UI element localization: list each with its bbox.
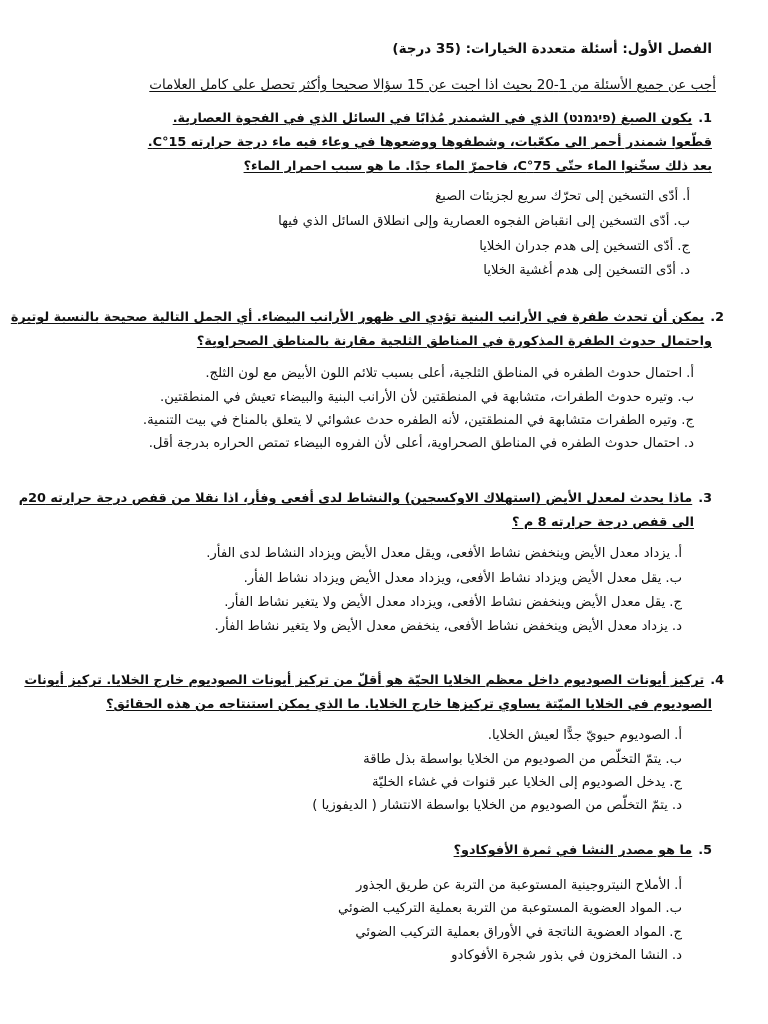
option-letter: ب. (673, 214, 690, 229)
question-3-option-d (40, 619, 682, 634)
option-letter: أ. (682, 189, 690, 204)
option-letter: ج. (669, 595, 682, 610)
question-5-option-a (40, 878, 682, 893)
question-3-text-1: ماذا يحدث لمعدل الأيض (استهلاك الاوكسجين) والنشاط لدى أفعى وفأر، اذا نقلا من قفص درجة حرارته 20م (18, 491, 693, 506)
question-2-option-b (40, 390, 694, 405)
option-letter: أ. (686, 366, 694, 381)
option-text: أدّى التسخين إلى تحرّك سريع لجزيئات الصبغ (435, 189, 679, 204)
question-2-number: 2. (710, 310, 724, 325)
question-4-option-a (40, 728, 682, 743)
option-letter: أ. (674, 546, 682, 561)
question-5-number: 5. (698, 843, 712, 858)
option-text: المواد العضوية المستوعبة من التربة بعملية التركيب الضوئي (337, 901, 662, 916)
option-text: يزداد معدل الأيض وينخفض نشاط الأفعى، ينخفض معدل الأيض ولا يتغير نشاط الفأر. (214, 619, 668, 634)
option-letter: ج. (669, 925, 682, 940)
option-letter: ج. (669, 775, 682, 790)
option-letter: د. (671, 619, 682, 634)
option-text: يدخل الصوديوم إلى الخلايا عبر قنوات في غشاء الخليّة (372, 775, 666, 790)
option-text: يقل معدل الأيض ويزداد نشاط الأفعى، ويزداد معدل الأيض ويزداد نشاط الفأر. (243, 571, 662, 586)
option-text: الأملاح النيتروجينية المستوعبة من التربة عن طريق الجذور (355, 878, 671, 893)
question-4-text-1: تركيز أيونات الصوديوم داخل معظم الخلايا الحيّة هو أقلّ من تركيز أيونات الصوديوم خارج الخلايا. تركيز أيونات (24, 673, 705, 688)
question-4-number: 4. (710, 673, 724, 688)
question-5-option-b (40, 901, 682, 916)
question-3-option-a (40, 546, 682, 561)
question-4-line-1 (24, 673, 724, 688)
option-text: أدّى التسخين إلى انقباض الفجوه العصارية وإلى انطلاق السائل الذي فيها (278, 214, 670, 229)
option-letter: ب. (677, 390, 694, 405)
question-5-option-d (40, 948, 682, 963)
option-text: أدّى التسخين إلى هدم جدران الخلايا (479, 239, 674, 254)
option-text: احتمال حدوث الطفره في المناطق الصحراوية، أعلى لأن الفروه البيضاء تمتص الحراره بدرجة أقل. (148, 436, 680, 451)
option-letter: ب. (665, 571, 682, 586)
question-4-option-d (40, 798, 682, 813)
question-4-text-2: الصوديوم في الخلايا الميّتة يساوي تركيزها خارج الخلايا. ما الذي يمكن استنتاجه من هذه الحقائق؟ (106, 697, 712, 712)
option-text: وتيره حدوث الطفرات، متشابهة في المنطقتين لأن الأرانب البنية والبيضاء تعيش في المنطقتين. (160, 390, 674, 405)
question-3-line-1 (18, 491, 712, 506)
question-1-option-a (40, 189, 690, 204)
question-1-option-b (40, 214, 690, 229)
option-letter: د. (671, 798, 682, 813)
question-4-option-b (40, 752, 682, 767)
option-letter: ج. (677, 239, 690, 254)
question-2-option-c (40, 413, 694, 428)
option-letter: أ. (674, 878, 682, 893)
question-1-text-1: يكون الصبغ (פיגמנט) الذي في الشمندر مُذابًا في السائل الذي في الفجوة العصارية. (172, 111, 693, 126)
option-text: أدّى التسخين إلى هدم أغشية الخلايا (483, 263, 676, 278)
option-letter: ب. (665, 752, 682, 767)
question-3-option-b (40, 571, 682, 586)
question-1-option-d (40, 263, 690, 278)
option-text: المواد العضوية الناتجة في الأوراق بعملية التركيب الضوئي (355, 925, 666, 940)
option-letter: د. (679, 263, 690, 278)
question-2-text-2: واحتمال حدوث الطفرة المذكورة في المناطق الثلجية مقارنة بالمناطق الصحراوية؟ (196, 334, 712, 349)
question-1-line-1 (40, 111, 712, 126)
option-text: احتمال حدوث الطفره في المناطق الثلجية، أعلى بسبب تلائم اللون الأبيض مع لون الثلج. (205, 366, 683, 381)
question-4-option-c (40, 775, 682, 790)
option-text: يتمّ التخلّص من الصوديوم من الخلايا بواسطة بذل طاقة (363, 752, 662, 767)
question-2-line-1 (10, 310, 724, 325)
option-text: يقل معدل الأيض وينخفض نشاط الأفعى، ويزداد معدل الأيض ولا يتغير نشاط الفأر. (224, 595, 666, 610)
question-1-text-3: بعد ذلك سخّنوا الماء حتّى 75°C، فاحمرّ الماء جدًا. ما هو سبب احمرار الماء؟ (243, 159, 712, 174)
option-text: الصوديوم حيويّ جدًّا لعيش الخلايا. (487, 728, 671, 743)
section-title: الفصل الأول: أسئلة متعددة الخيارات: (35 درجة) (392, 41, 712, 57)
question-1-text-2: قطّعوا شمندر أحمر الى مكعّبات، وشطفوها ووضعوها في وعاء فيه ماء درجة حرارته 15°C. (147, 135, 712, 150)
question-1-number: 1. (698, 111, 712, 126)
question-3-number: 3. (698, 491, 712, 506)
question-3-option-c (40, 595, 682, 610)
question-5-line-1 (40, 843, 712, 858)
question-2-option-d (40, 436, 694, 451)
question-2-text-1: يمكن أن تحدث طفرة في الأرانب البنية تؤدي الى ظهور الأرانب البيضاء. أي الجمل التالية صحيحة بالنسبة لوتيرة (10, 310, 705, 325)
option-letter: د. (683, 436, 694, 451)
exam-instructions: أجب عن جميع الأسئلة من 1-20 بحيث اذا اجبت عن 15 سؤالا صحيحا وأكثر تحصل على كامل العلامات (149, 77, 716, 93)
question-2-option-a (40, 366, 694, 381)
option-letter: د. (671, 948, 682, 963)
question-5-text-1: ما هو مصدر النشا في ثمرة الأفوكادو؟ (453, 843, 693, 858)
question-1-option-c (40, 239, 690, 254)
option-text: وتيره الطفرات متشابهة في المنطقتين، لأنه الطفره حدث عشوائي لا يتعلق بالمناخ في بيت التنمية. (142, 413, 678, 428)
option-text: يزداد معدل الأيض وينخفض نشاط الأفعى، ويقل معدل الأيض ويزداد النشاط لدى الفأر. (206, 546, 671, 561)
question-5-option-c (40, 925, 682, 940)
option-letter: ج. (681, 413, 694, 428)
option-letter: ب. (665, 901, 682, 916)
question-3-text-2: الى قفص درجة حرارته 8 م ؟ (511, 515, 694, 530)
option-text: النشا المخزون في بذور شجرة الأفوكادو (451, 948, 668, 963)
option-text: يتمّ التخلّص من الصوديوم من الخلايا بواسطة الانتشار ( الديفوزيا ) (312, 798, 668, 813)
option-letter: أ. (674, 728, 682, 743)
